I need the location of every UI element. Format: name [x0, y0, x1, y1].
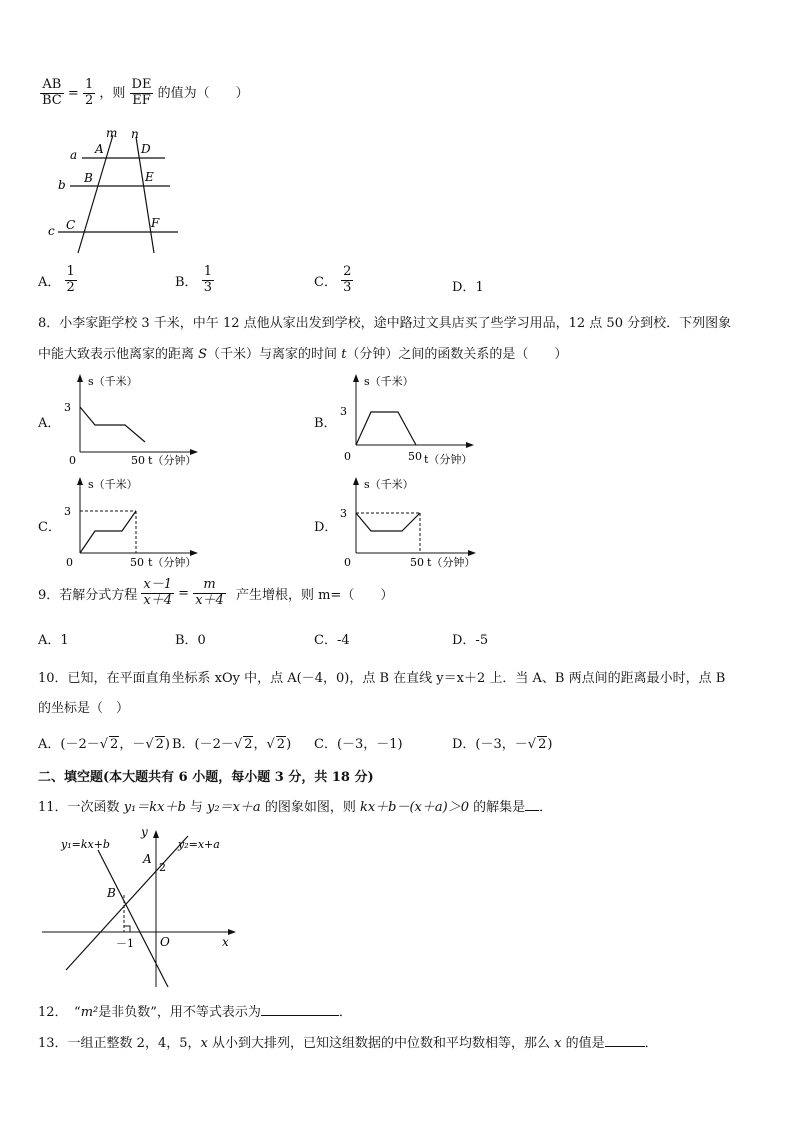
label-c: c	[48, 224, 55, 238]
q8-option-a[interactable]: A．	[38, 416, 61, 431]
svg-text:s（千米）: s（千米）	[364, 478, 414, 491]
svg-text:50: 50	[130, 556, 144, 569]
q8-line2: 中能大致表示他离家的距离 S（千米）与离家的时间 t（分钟）之间的函数关系的是（ ）	[38, 347, 568, 362]
svg-text:0: 0	[344, 556, 351, 569]
svg-text:50: 50	[131, 454, 145, 467]
svg-text:50: 50	[408, 450, 422, 463]
q7-option-d[interactable]: D．1	[452, 280, 484, 295]
linear-functions-figure	[38, 822, 248, 992]
graph-c	[60, 473, 200, 571]
q7-option-a[interactable]: A． $\frac{1}{2}$	[38, 264, 75, 295]
svg-text:t（分钟）: t（分钟）	[424, 453, 473, 466]
q10-option-a[interactable]: A．(－2－√ 2，－√ 2)	[38, 737, 170, 752]
numerator: 1	[84, 77, 94, 92]
svg-text:s（千米）: s（千米）	[88, 478, 138, 491]
label-B: B	[84, 171, 93, 185]
svg-text:0: 0	[69, 454, 76, 467]
q9-option-a[interactable]: A．1	[38, 633, 69, 648]
text: ，则	[99, 85, 126, 101]
svg-text:y₂=x+a: y₂=x+a	[178, 838, 220, 851]
graph-d	[336, 473, 478, 571]
label-m: m	[106, 126, 118, 140]
label-F: F	[151, 216, 160, 230]
numerator: AB	[40, 78, 64, 94]
svg-text:y₁=kx+b: y₁=kx+b	[61, 838, 110, 851]
denominator: EF	[132, 92, 151, 108]
svg-text:50: 50	[410, 556, 424, 569]
svg-text:－1: －1	[116, 937, 134, 950]
svg-text:t（分钟）: t（分钟）	[148, 556, 197, 569]
q8-option-d[interactable]: D．	[314, 520, 338, 535]
q8-line1: 8．小李家距学校 3 千米，中午 12 点他从家出发到学校，途中路过文具店买了些学习用品，12 点 50 分到校．下列图象	[38, 316, 732, 331]
label-n: n	[131, 127, 139, 141]
q8-option-b[interactable]: B．	[314, 416, 337, 431]
q9-stem: 9．若解分式方程 $\frac{x-1}{x+4}$ = $\frac{m}{x+4}$ 产生增根，则 m=（ ）	[38, 577, 394, 608]
graph-b	[336, 370, 476, 468]
q7-option-c[interactable]: C． $\frac{2}{3}$	[314, 264, 352, 295]
parallel-lines-figure	[40, 125, 190, 260]
svg-text:3: 3	[64, 505, 71, 518]
q10-line1: 10．已知，在平面直角坐标系 xOy 中，点 A(－4，0)，点 B 在直线 y＝x＋2 上．当 A、B 两点间的距离最小时，点 B	[38, 671, 726, 686]
q7-option-b[interactable]: B． $\frac{1}{3}$	[175, 264, 212, 295]
q10-option-c[interactable]: C．(－3，－1)	[314, 737, 403, 752]
graph-a	[60, 370, 200, 468]
label-C: C	[66, 218, 76, 232]
q10-line2: 的坐标是（ ）	[38, 701, 130, 716]
svg-text:s（千米）: s（千米）	[364, 375, 414, 388]
q11-stem: 11．一次函数 y₁＝kx＋b 与 y₂＝x＋a 的图象如图，则 kx＋b－(x＋a)＞0 的解集是 ．	[38, 800, 553, 815]
svg-text:3: 3	[340, 507, 347, 520]
fraction-ab-bc	[40, 78, 64, 109]
q10-option-d[interactable]: D．(－3，－√ 2)	[452, 737, 553, 752]
q10-option-b[interactable]: B．(－2－√ 2，√ 2)	[172, 737, 292, 752]
denominator: 2	[84, 92, 94, 108]
svg-text:O: O	[160, 935, 170, 949]
svg-text:B: B	[107, 886, 116, 900]
label-A: A	[95, 142, 104, 156]
q12-stem: 12． “m²是非负数”，用不等式表示为 ．	[38, 1005, 352, 1020]
svg-text:x: x	[222, 935, 229, 949]
equals: =	[67, 85, 79, 101]
q9-option-c[interactable]: C．-4	[314, 633, 350, 648]
svg-text:2: 2	[159, 861, 166, 874]
svg-text:y: y	[141, 825, 148, 839]
denominator: BC	[42, 92, 62, 108]
label-E: E	[145, 170, 154, 184]
label-b: b	[58, 178, 66, 192]
svg-text:0: 0	[344, 450, 351, 463]
q13-stem: 13．一组正整数 2，4，5，x 从小到大排列，已知这组数据的中位数和平均数相等，那么 x 的值是 ．	[38, 1036, 658, 1051]
svg-text:0: 0	[66, 556, 73, 569]
text: 的值为（ ）	[157, 85, 249, 101]
svg-text:t（分钟）: t（分钟）	[427, 556, 476, 569]
fraction-one-half	[83, 78, 95, 109]
label-D: D	[141, 142, 151, 156]
svg-text:A: A	[143, 852, 152, 866]
svg-text:3: 3	[64, 401, 71, 414]
q9-option-d[interactable]: D．-5	[452, 633, 489, 648]
section-title: 二、填空题(本大题共有 6 小题，每小题 3 分，共 18 分)	[38, 770, 374, 785]
label-a: a	[70, 148, 78, 162]
svg-text:t（分钟）: t（分钟）	[148, 454, 197, 467]
q7-stem	[40, 78, 249, 109]
svg-text:3: 3	[340, 405, 347, 418]
fraction-de-ef	[130, 78, 154, 109]
svg-text:s（千米）: s（千米）	[88, 375, 138, 388]
q9-option-b[interactable]: B．0	[175, 633, 206, 648]
q8-option-c[interactable]: C．	[38, 520, 61, 535]
numerator: DE	[131, 77, 152, 92]
